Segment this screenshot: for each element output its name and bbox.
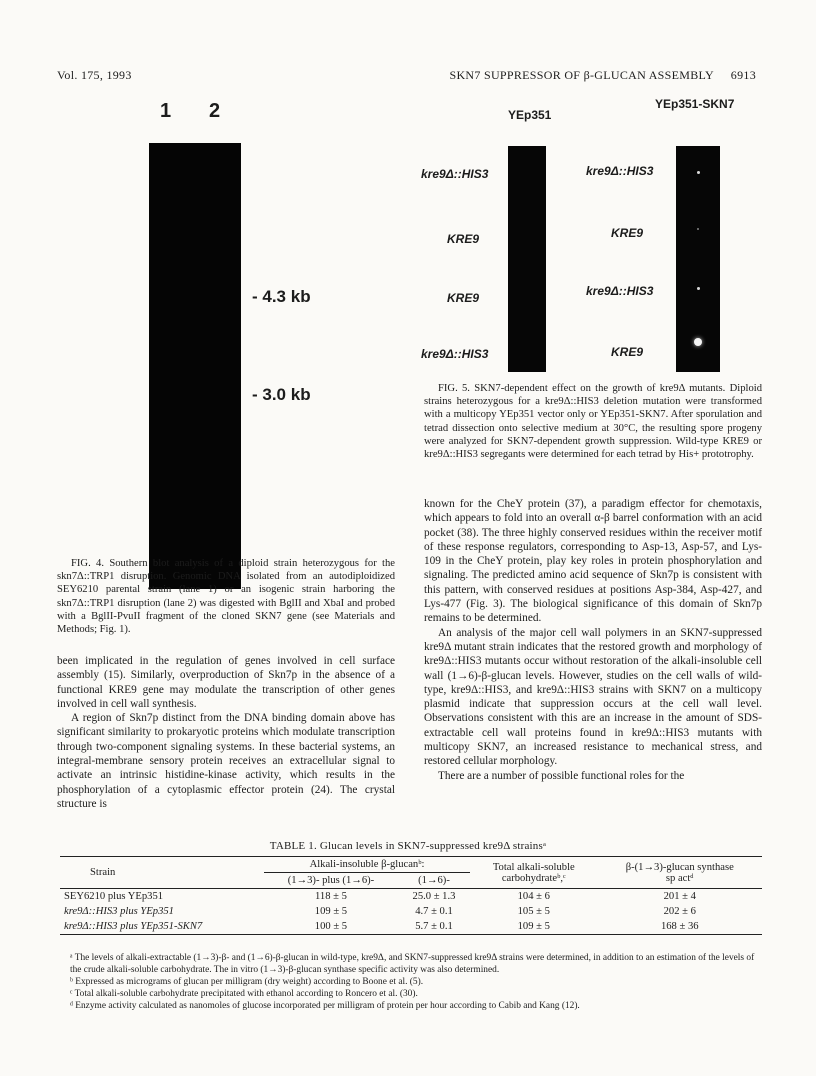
- fig5-right-label-3: kre9Δ::HIS3: [586, 284, 654, 298]
- left-paragraph-2: A region of Skn7p distinct from the DNA binding domain above has significant similarity to prokaryotic proteins which modulate transcription through two-component signaling systems. In these bacterial systems, an integral-membrane sensory protein receives an extracellular signal to activate an intrinsic histidine-kinase activity, which results in the phosphorylation of a cytoplasmic effector protein (24). The crystal structure is: [57, 712, 395, 810]
- table-row: [60, 919, 762, 935]
- table-cell: 25.0 ± 1.3: [412, 891, 456, 902]
- fig5-colony-spot: [697, 171, 700, 174]
- table-header-synthase: [598, 857, 762, 889]
- table-cell: 168 ± 36: [660, 921, 699, 932]
- table-cell-strain: kre9Δ::HIS3 plus YEp351-SKN7: [64, 921, 203, 932]
- right-paragraph-1: known for the CheY protein (37), a paradigm effector for chemotaxis, which appears to fold into an overall α-β barrel conformation with an acid pocket (38). The three highly conserved residues within the receiver motif of these response regulators, corresponding to Asp-13, Asp-57, and Lys-109 in the CheY protein, play key roles in protein phosphorylation and signaling. The predicted amino acid sequence of Skn7p is consistent with this pattern, with conserved residues at positions Asp-384, Asp-427, and Lys-477 (Fig. 3). The biological significance of this domain of Skn7p remains to be determined.: [424, 498, 762, 625]
- table-row: [60, 889, 762, 905]
- table-cell-strain: kre9Δ::HIS3 plus YEp351: [64, 906, 174, 917]
- journal-volume: Vol. 175, 1993: [57, 68, 132, 82]
- table-cell: 5.7 ± 0.1: [415, 921, 453, 932]
- table-header-synthase-line2: sp actᵈ: [665, 872, 694, 884]
- table-header-synthase-line1: β-(1→3)-glucan synthase: [625, 861, 734, 873]
- table-cell: 118 ± 5: [315, 891, 347, 902]
- table-footnote-a: ᵃ The levels of alkali-extractable (1→3)-β- and (1→6)-β-glucan in wild-type, kre9Δ, and SKN7-suppressed kre9Δ strains were determined, in addition to an estimation of the levels of the crude alkali-soluble carbohydrate. The in vitro (1→3)-β-glucan synthase specific activity was also determined.: [70, 953, 755, 975]
- fig4-caption: [57, 557, 395, 636]
- table-cell: 109 ± 5: [517, 921, 550, 932]
- fig4-southern-blot-image: [149, 143, 241, 589]
- table1-glucan-levels: [60, 856, 762, 935]
- fig4-caption-text: FIG. 4. Southern blot analysis of a diploid strain heterozygous for the skn7Δ::TRP1 disruption. Genomic DNA isolated from an autodiploidized SEY6210 parental strain (lane 1) or an isogenic strain harboring the skn7Δ::TRP1 disruption (lane 2) was digested with BglII and XbaI and probed with a BglII-PvuII fragment of the cloned SKN7 gene (see Materials and Methods; Fig. 1).: [57, 558, 395, 636]
- table-cell: 4.7 ± 0.1: [415, 906, 453, 917]
- right-paragraph-3: There are a number of possible functional roles for the: [438, 769, 685, 782]
- table-cell: 104 ± 6: [517, 891, 550, 902]
- table-footnote-d: ᵈ Enzyme activity calculated as nanomoles of glucose incorporated per milligram of protein per hour according to Cabib and Kang (12).: [70, 1001, 580, 1011]
- table-row: [60, 904, 762, 919]
- fig5-right-label-4: KRE9: [611, 345, 644, 359]
- table-header-1-6: (1→6)-: [418, 875, 450, 886]
- fig5-right-label-2: KRE9: [611, 226, 644, 240]
- fig5-colony-spot: [697, 287, 700, 290]
- page-number: 6913: [730, 68, 756, 82]
- left-paragraph-1: been implicated in the regulation of genes involved in cell surface assembly (15). Similarly, overproduction of Skn7p in the absence of a functional KRE9 gene may modulate the transcription of other genes involved in cell wall synthesis.: [57, 655, 395, 710]
- table-cell: 109 ± 5: [314, 906, 348, 917]
- fig5-plate-strip-yep351: [508, 146, 546, 372]
- table-header-alkali-soluble-line2: carbohydrateᵇ,ᶜ: [501, 872, 566, 884]
- left-column-text: [57, 654, 395, 811]
- running-title: SKN7 SUPPRESSOR OF β-GLUCAN ASSEMBLY: [449, 68, 714, 82]
- fig5-plate-strip-yep351-skn7: [676, 146, 720, 372]
- table-cell-strain: SEY6210 plus YEp351: [64, 891, 164, 902]
- fig5-left-label-1: kre9Δ::HIS3: [421, 167, 489, 181]
- fig5-colony-spot: [697, 228, 699, 230]
- fig5-left-label-2: KRE9: [447, 232, 480, 246]
- fig5-colony-large: [694, 338, 702, 346]
- fig4-marker-4-3kb: - 4.3 kb: [252, 287, 311, 306]
- table-header-strain: Strain: [90, 867, 116, 878]
- table1-title: TABLE 1. Glucan levels in SKN7-suppressed kre9Δ strainsᵃ: [269, 840, 547, 852]
- fig5-column-yep351-skn7: YEp351-SKN7: [655, 97, 735, 111]
- fig5-left-label-4: kre9Δ::HIS3: [421, 347, 489, 361]
- fig4-marker-3-0kb: - 3.0 kb: [252, 385, 311, 404]
- fig4-lane-2-label: 2: [209, 100, 221, 122]
- fig5-caption-text: FIG. 5. SKN7-dependent effect on the growth of kre9Δ mutants. Diploid strains heterozygous for a kre9Δ::HIS3 deletion mutation were transformed with a multicopy YEp351 vector only or YEp351-SKN7. After sporulation and tetrad dissection onto selective medium at 30°C, the resulting spore progeny were analyzed for SKN7-dependent growth suppression. Wild-type KRE9 or kre9Δ::HIS3 segregants were determined for each tetrad by His+ prototrophy.: [424, 383, 762, 461]
- table-cell: 105 ± 5: [517, 906, 550, 917]
- table-header-1-3-plus-1-6: (1→3)- plus (1→6)-: [287, 875, 375, 886]
- table-footnote-b: ᵇ Expressed as micrograms of glucan per milligram (dry weight) according to Boone et al. (5).: [70, 977, 424, 987]
- fig4-lane-1-label: 1: [160, 100, 172, 122]
- table-cell: 100 ± 5: [314, 921, 348, 932]
- right-column-text: [424, 497, 762, 783]
- fig5-right-label-1: kre9Δ::HIS3: [586, 164, 654, 178]
- table1-footnotes: [60, 952, 762, 1012]
- fig5-left-label-3: KRE9: [447, 291, 480, 305]
- right-paragraph-2: An analysis of the major cell wall polymers in an SKN7-suppressed kre9Δ mutant strain indicates that the restored growth and morphology of kre9Δ::HIS3 mutants occur without restoration of the alkali-insoluble cell wall (1→6)-β-glucan levels. However, studies on the cell walls of wild-type, kre9Δ::HIS3, and kre9Δ::HIS3 strains with SKN7 on a multicopy plasmid indicate that suppression occurs at the cell wall level. Observations consistent with this are an increase in the amount of SDS-extractable cell wall proteins found in kre9Δ::HIS3 mutants with multicopy SKN7, an increased resistance to mechanical stress, and restored cellular morphology.: [424, 626, 762, 768]
- running-header: [449, 68, 756, 83]
- table-footnote-c: ᶜ Total alkali-soluble carbohydrate precipitated with ethanol according to Roncero et al. (30).: [70, 989, 418, 999]
- table-cell: 201 ± 4: [663, 891, 696, 902]
- table-header-alkali-soluble: [470, 857, 597, 889]
- fig5-caption: [424, 382, 762, 461]
- table-header-alkali-soluble-line1: Total alkali-soluble: [492, 861, 575, 873]
- table-cell: 202 ± 6: [663, 906, 696, 917]
- table-header-alkali-insoluble: Alkali-insoluble β-glucanᵇ:: [264, 857, 470, 873]
- fig5-column-yep351: YEp351: [508, 108, 552, 122]
